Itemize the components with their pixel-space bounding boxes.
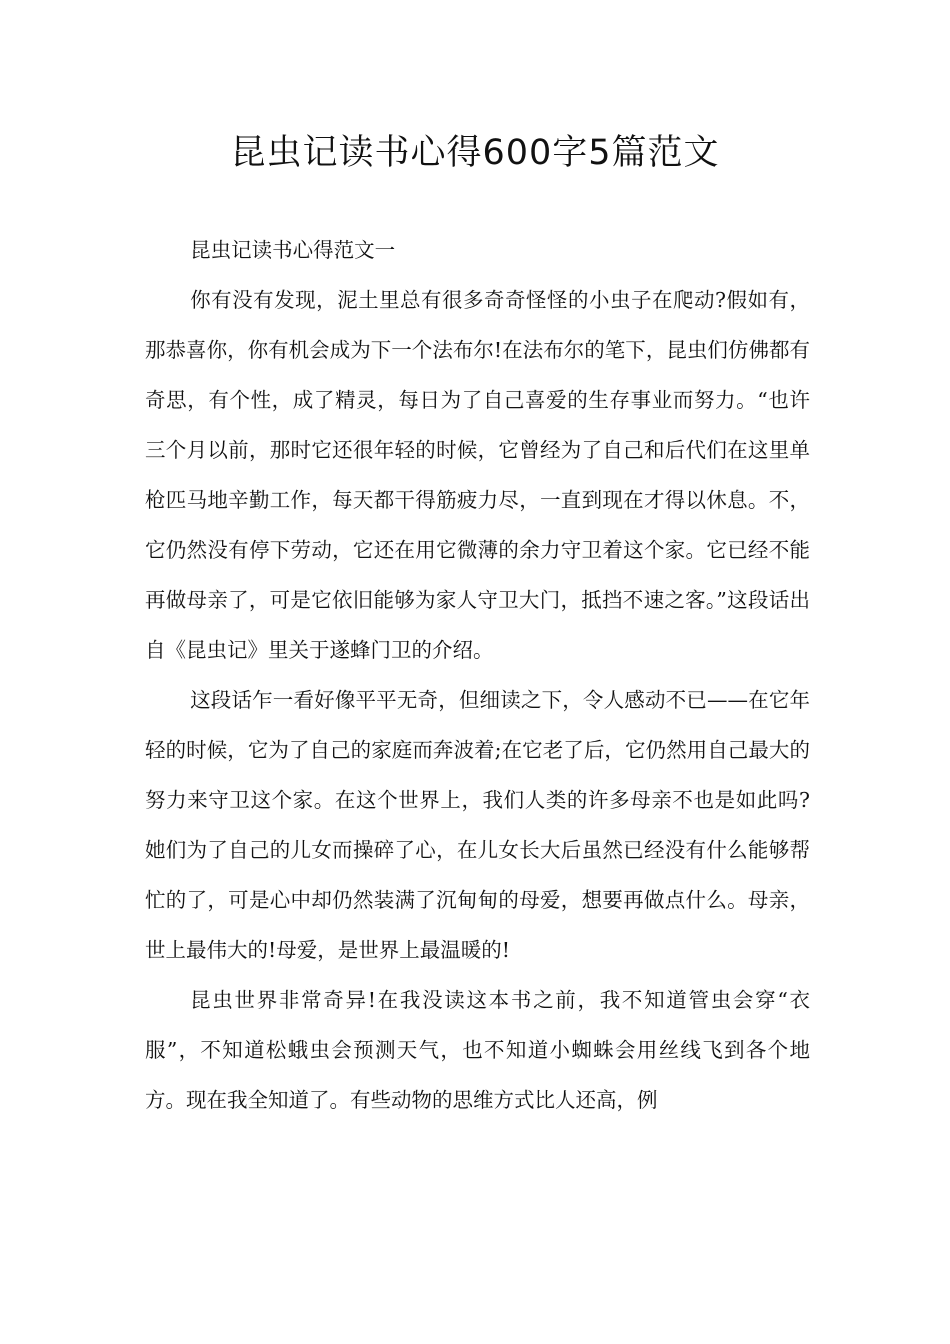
section-heading: 昆虫记读书心得范文一 <box>190 238 396 262</box>
paragraph-2: 这段话乍一看好像平平无奇，但细读之下，令人感动不已——在它年轻的时候，它为了自己的家庭而奔波着;在它老了后，它仍然用自己最大的努力来守卫这个家。在这个世界上，我们人类的许多母亲不也是如此吗?她们为了自己的儿女而操碎了心，在儿女长大后虽然已经没有什么能够帮忙的了，可是心中却仍然装满了沉甸甸的母爱，想要再做点什么。母亲，世上最伟大的!母爱，是世界上最温暖的! <box>145 688 810 962</box>
document-title: 昆虫记读书心得600字5篇范文 <box>230 133 720 173</box>
document-body <box>145 225 810 1125</box>
paragraph-3: 昆虫世界非常奇异!在我没读这本书之前，我不知道管虫会穿“衣服”，不知道松蛾虫会预测天气，也不知道小蜘蛛会用丝线飞到各个地方。现在我全知道了。有些动物的思维方式比人还高，例 <box>145 988 810 1112</box>
paragraph-1: 你有没有发现，泥土里总有很多奇奇怪怪的小虫子在爬动?假如有，那恭喜你，你有机会成为下一个法布尔!在法布尔的笔下，昆虫们仿佛都有奇思，有个性，成了精灵，每日为了自己喜爱的生存事业而努力。“也许三个月以前，那时它还很年轻的时候，它曾经为了自己和后代们在这里单枪匹马地辛勤工作，每天都干得筋疲力尽，一直到现在才得以休息。不，它仍然没有停下劳动，它还在用它微薄的余力守卫着这个家。它已经不能再做母亲了，可是它依旧能够为家人守卫大门，抵挡不速之客。”这段话出自《昆虫记》里关于遂蜂门卫的介绍。 <box>145 288 810 662</box>
